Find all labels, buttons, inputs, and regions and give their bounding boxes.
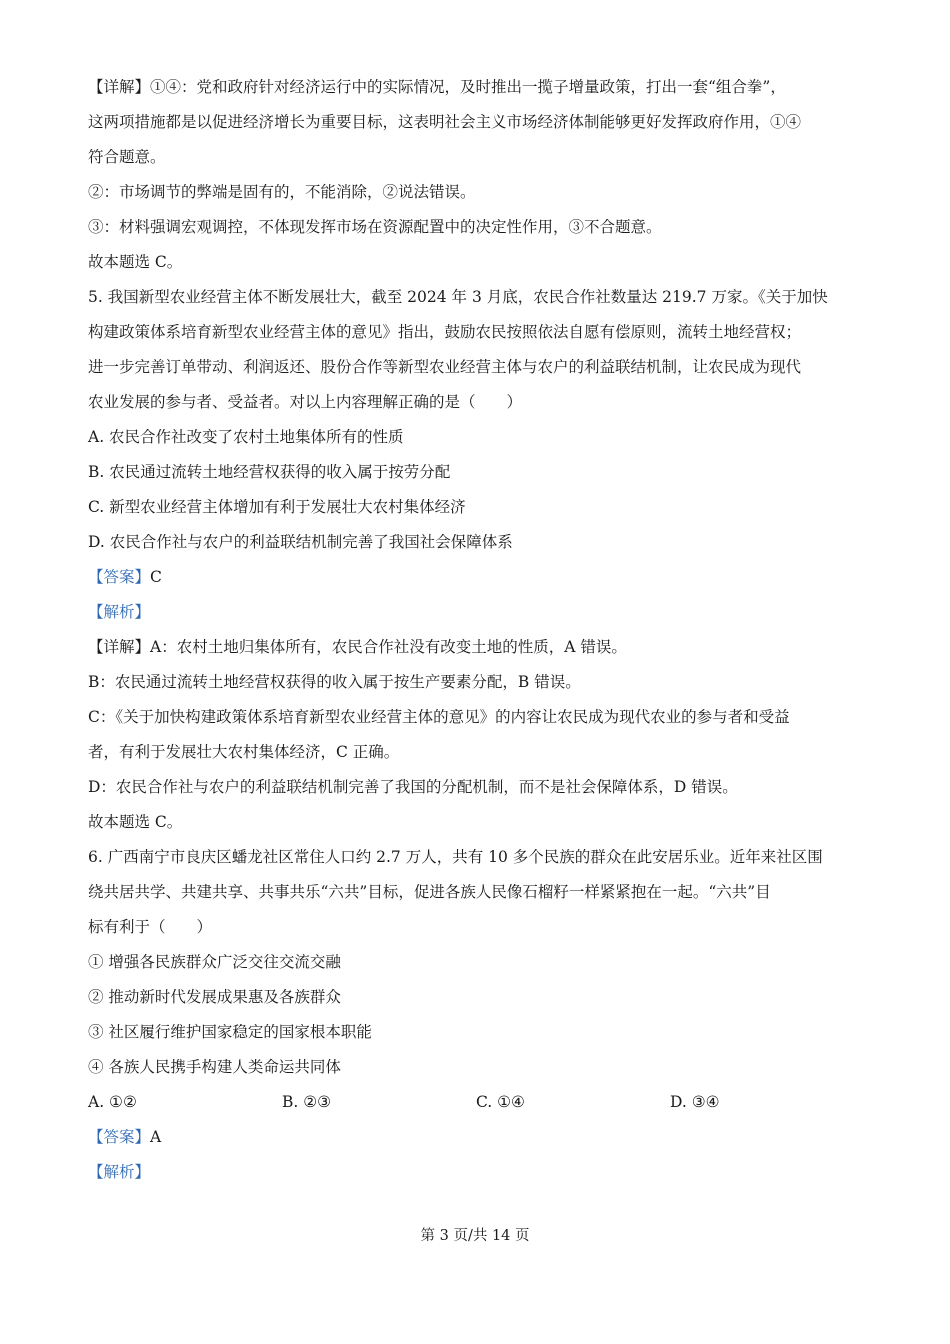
answer-label: 【答案】 (88, 568, 151, 586)
answer-label: 【答案】 (88, 1128, 151, 1146)
page-footer: 第 3 页/共 14 页 (420, 1228, 530, 1244)
options-row (88, 1091, 864, 1113)
text-line: 故本题选 C。 (88, 253, 183, 271)
statement-3: ③ 社区履行维护国家稳定的国家根本职能 (88, 1023, 372, 1041)
text-line: 农业发展的参与者、受益者。对以上内容理解正确的是（ ） (88, 393, 523, 411)
question-6-stem: 6. 广西南宁市良庆区蟠龙社区常住人口约 2.7 万人，共有 10 多个民族的群众在此安居乐业。近年来社区围 (88, 848, 823, 866)
option-c: C. 新型农业经营主体增加有利于发展壮大农村集体经济 (88, 498, 466, 516)
answer-line (88, 1126, 864, 1148)
statement-1: ① 增强各民族群众广泛交往交流交融 (88, 953, 341, 971)
text-line: 这两项措施都是以促进经济增长为重要目标，这表明社会主义市场经济体制能够更好发挥政府作用，①④ (88, 113, 802, 131)
text-line: 符合题意。 (88, 148, 166, 166)
option-d: D. 农民合作社与农户的利益联结机制完善了我国社会保障体系 (88, 533, 513, 551)
statement-2: ② 推动新时代发展成果惠及各族群众 (88, 988, 341, 1006)
answer-value: C (150, 568, 162, 586)
analysis-label: 【解析】 (88, 1163, 151, 1181)
option-a: A. ①② (88, 1093, 137, 1111)
statement-4: ④ 各族人民携手构建人类命运共同体 (88, 1058, 341, 1076)
analysis-label: 【解析】 (88, 603, 151, 621)
document-body (88, 76, 864, 1196)
text-line: C：《关于加快构建政策体系培育新型农业经营主体的意见》的内容让农民成为现代农业的参与者和受益 (88, 708, 790, 726)
text-line: 者，有利于发展壮大农村集体经济，C 正确。 (88, 743, 400, 761)
text-line: ③：材料强调宏观调控，不体现发挥市场在资源配置中的决定性作用，③不合题意。 (88, 218, 662, 236)
text-line: 构建政策体系培育新型农业经营主体的意见》指出，鼓励农民按照依法自愿有偿原则，流转土地经营权； (88, 323, 802, 341)
option-b: B. 农民通过流转土地经营权获得的收入属于按劳分配 (88, 463, 451, 481)
question-5-stem: 5. 我国新型农业经营主体不断发展壮大，截至 2024 年 3 月底，农民合作社数量达 219.7 万家。《关于加快 (88, 288, 828, 306)
text-line: 绕共居共学、共建共享、共事共乐“六共”目标，促进各族人民像石榴籽一样紧紧抱在一起。“六共”目 (88, 883, 771, 901)
text-line: 故本题选 C。 (88, 813, 183, 831)
option-a: A. 农民合作社改变了农村土地集体所有的性质 (88, 428, 404, 446)
text-line: 【详解】①④：党和政府针对经济运行中的实际情况，及时推出一揽子增量政策，打出一套“组合拳”， (88, 78, 786, 96)
text-line: 标有利于（ ） (88, 918, 213, 936)
text-line: 【详解】A：农村土地归集体所有，农民合作社没有改变土地的性质，A 错误。 (88, 638, 627, 656)
text-line: 进一步完善订单带动、利润返还、股份合作等新型农业经营主体与农户的利益联结机制，让农民成为现代 (88, 358, 802, 376)
text-line: ②：市场调节的弊端是固有的，不能消除，②说法错误。 (88, 183, 476, 201)
answer-line (88, 566, 864, 588)
option-c: C. ①④ (476, 1093, 525, 1111)
option-b: B. ②③ (282, 1093, 332, 1111)
option-d: D. ③④ (670, 1093, 720, 1111)
text-line: D：农民合作社与农户的利益联结机制完善了我国的分配机制，而不是社会保障体系，D 错误。 (88, 778, 738, 796)
text-line: B：农民通过流转土地经营权获得的收入属于按生产要素分配，B 错误。 (88, 673, 581, 691)
answer-value: A (150, 1128, 162, 1146)
